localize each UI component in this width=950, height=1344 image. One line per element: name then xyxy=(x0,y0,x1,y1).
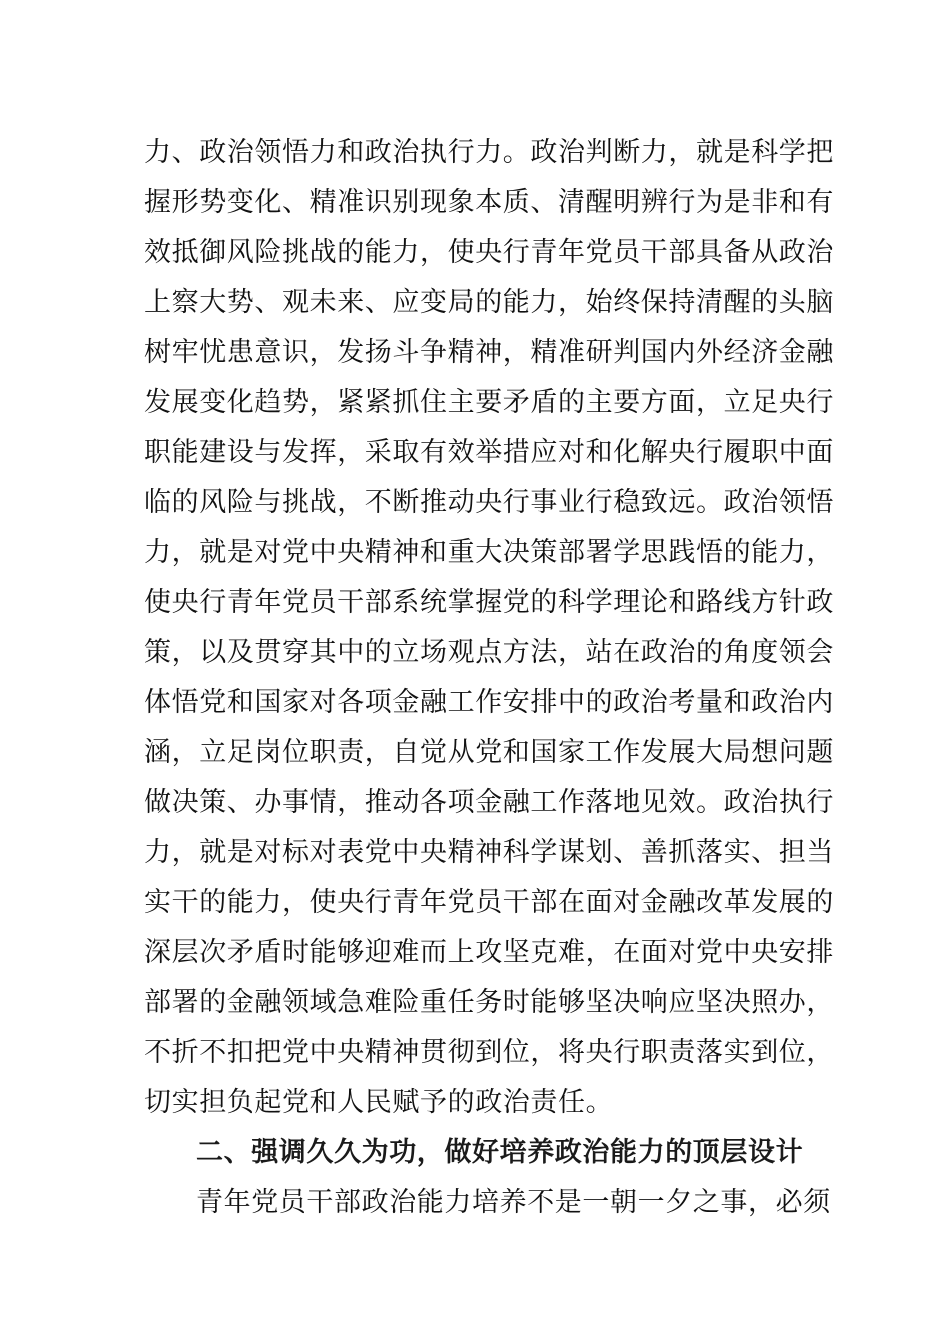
body-text-line: 职能建设与发挥，采取有效举措应对和化解央行履职中面 xyxy=(144,437,834,468)
body-text-line: 力，就是对标对表党中央精神科学谋划、善抓落实、担当 xyxy=(144,837,834,868)
body-text-line: 发展变化趋势，紧紧抓住主要矛盾的主要方面，立足央行 xyxy=(144,387,834,418)
body-text-line: 临的风险与挑战，不断推动央行事业行稳致远。政治领悟 xyxy=(144,487,834,518)
body-text-line: 体悟党和国家对各项金融工作安排中的政治考量和政治内 xyxy=(144,687,834,718)
body-text-line: 做决策、办事情，推动各项金融工作落地见效。政治执行 xyxy=(144,787,834,818)
body-text-line: 部署的金融领域急难险重任务时能够坚决响应坚决照办， xyxy=(144,987,834,1018)
body-text-line: 涵，立足岗位职责，自觉从党和国家工作发展大局想问题 xyxy=(144,737,834,768)
body-text-line: 力、政治领悟力和政治执行力。政治判断力，就是科学把 xyxy=(144,137,834,168)
body-text-line: 握形势变化、精准识别现象本质、清醒明辨行为是非和有 xyxy=(144,187,834,218)
body-text-line: 深层次矛盾时能够迎难而上攻坚克难，在面对党中央安排 xyxy=(144,937,834,968)
body-text-line: 使央行青年党员干部系统掌握党的科学理论和路线方针政 xyxy=(144,587,834,618)
body-text-line: 实干的能力，使央行青年党员干部在面对金融改革发展的 xyxy=(144,887,834,918)
body-text-line: 切实担负起党和人民赋予的政治责任。 xyxy=(144,1087,614,1118)
body-text-line: 上察大势、观未来、应变局的能力，始终保持清醒的头脑 xyxy=(144,287,834,318)
section-heading: 二、强调久久为功，做好培养政治能力的顶层设计 xyxy=(196,1137,804,1168)
body-text-line: 策，以及贯穿其中的立场观点方法，站在政治的角度领会 xyxy=(144,637,834,668)
paragraph-first-line: 青年党员干部政治能力培养不是一朝一夕之事，必须 xyxy=(196,1187,831,1218)
body-text-line: 不折不扣把党中央精神贯彻到位，将央行职责落实到位， xyxy=(144,1037,834,1068)
body-text-line: 力，就是对党中央精神和重大决策部署学思践悟的能力， xyxy=(144,537,834,568)
body-text-line: 效抵御风险挑战的能力，使央行青年党员干部具备从政治 xyxy=(144,237,834,268)
body-text-line: 树牢忧患意识，发扬斗争精神，精准研判国内外经济金融 xyxy=(144,337,834,368)
